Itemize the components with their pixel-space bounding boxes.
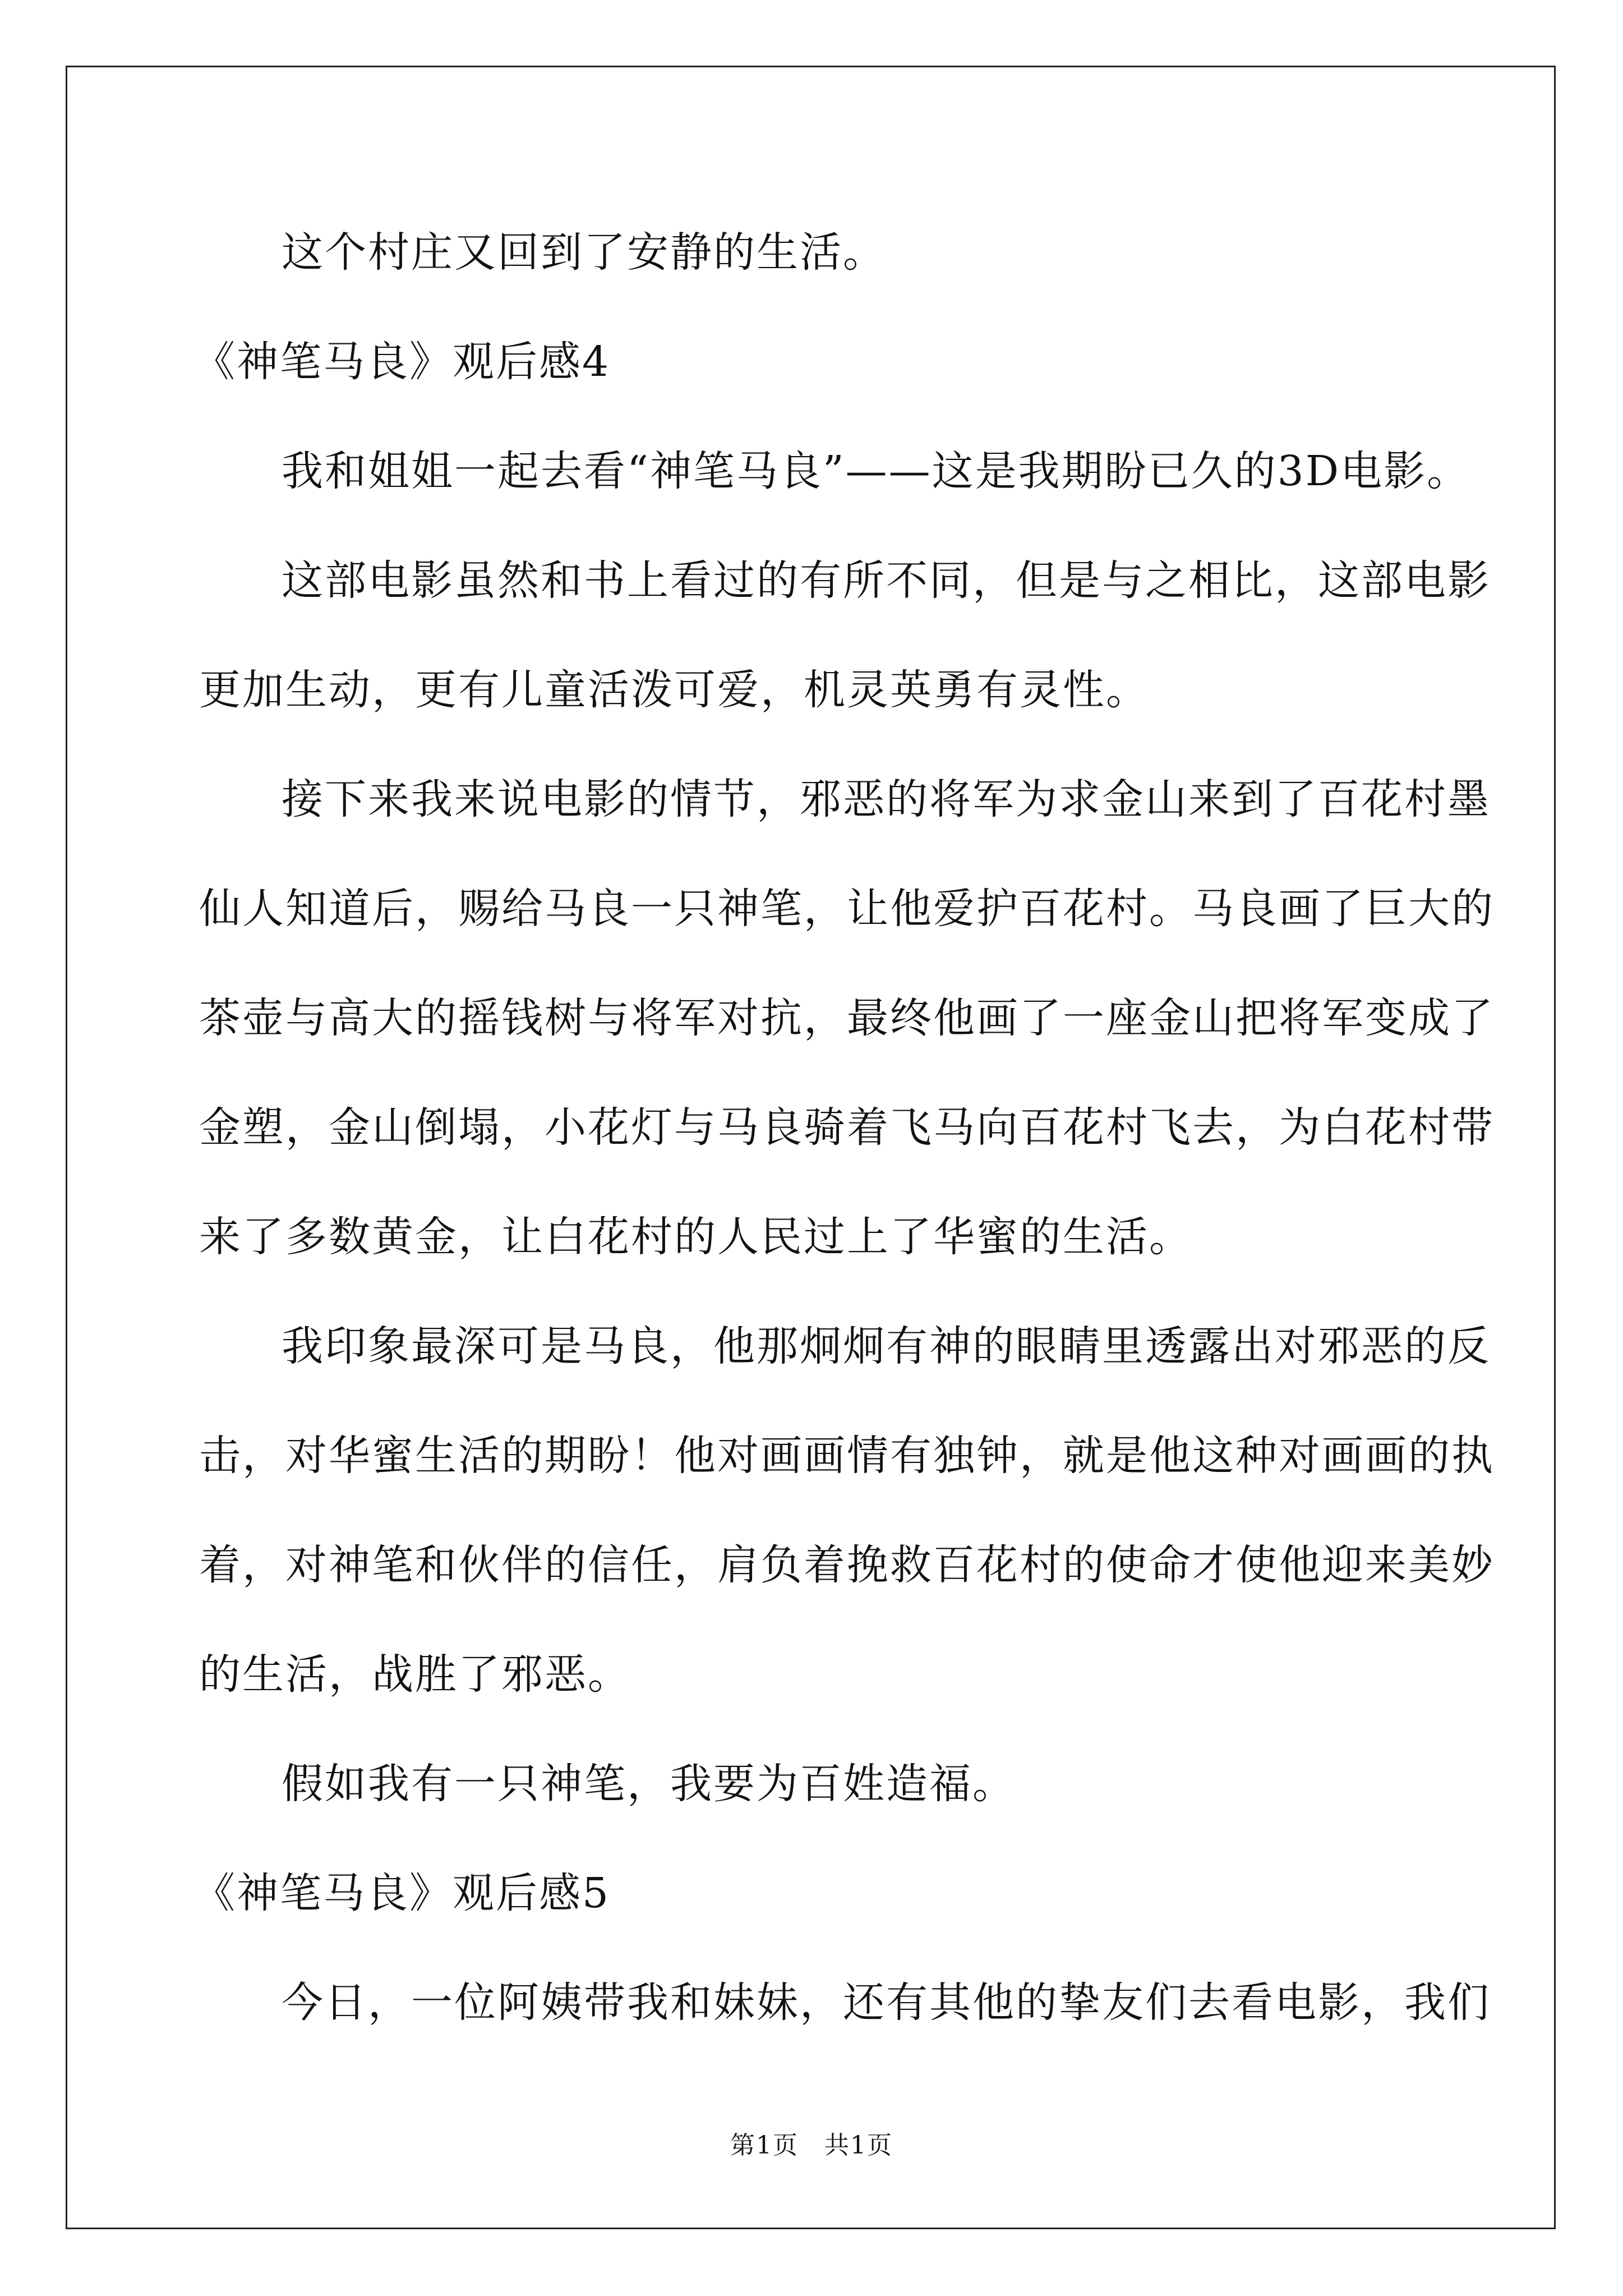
paragraph-line: 今日，一位阿姨带我和妹妹，还有其他的挚友们去看电影，我们 (282, 1978, 1491, 2027)
paragraph-line: 更加生动，更有儿童活泼可爱，机灵英勇有灵性。 (199, 666, 1149, 714)
paragraph-line: 击，对华蜜生活的期盼！他对画画情有独钟，就是他这种对画画的执 (199, 1432, 1495, 1480)
page-footer: 第1页 共1页 (730, 2131, 893, 2160)
paragraph-line: 着，对神笔和伙伴的信任，肩负着挽救百花村的使命才使他迎来美妙 (199, 1541, 1495, 1589)
section-heading: 《神笔马良》观后感4 (193, 338, 611, 386)
paragraph-line: 的生活，战胜了邪恶。 (199, 1650, 631, 1699)
paragraph-line: 茶壶与高大的摇钱树与将军对抗，最终他画了一座金山把将军变成了 (199, 994, 1495, 1042)
paragraph-line: 假如我有一只神笔，我要为百姓造福。 (282, 1760, 1016, 1808)
paragraph-line: 仙人知道后，赐给马良一只神笔，让他爱护百花村。马良画了巨大的 (199, 885, 1495, 933)
paragraph-line: 来了多数黄金，让白花村的人民过上了华蜜的生活。 (199, 1213, 1192, 1261)
paragraph-line: 我印象最深可是马良，他那炯炯有神的眼睛里透露出对邪恶的反 (282, 1322, 1491, 1370)
paragraph-line: 接下来我来说电影的情节，邪恶的将军为求金山来到了百花村墨 (282, 775, 1491, 823)
paragraph-line: 金塑，金山倒塌，小花灯与马良骑着飞马向百花村飞去，为白花村带 (199, 1103, 1495, 1152)
section-heading: 《神笔马良》观后感5 (193, 1869, 611, 1917)
paragraph-line: 我和姐姐一起去看“神笔马良”——这是我期盼已久的3D电影。 (282, 447, 1470, 495)
paragraph-line: 这个村庄又回到了安静的生活。 (282, 228, 886, 277)
paragraph-line: 这部电影虽然和书上看过的有所不同，但是与之相比，这部电影 (282, 556, 1491, 605)
